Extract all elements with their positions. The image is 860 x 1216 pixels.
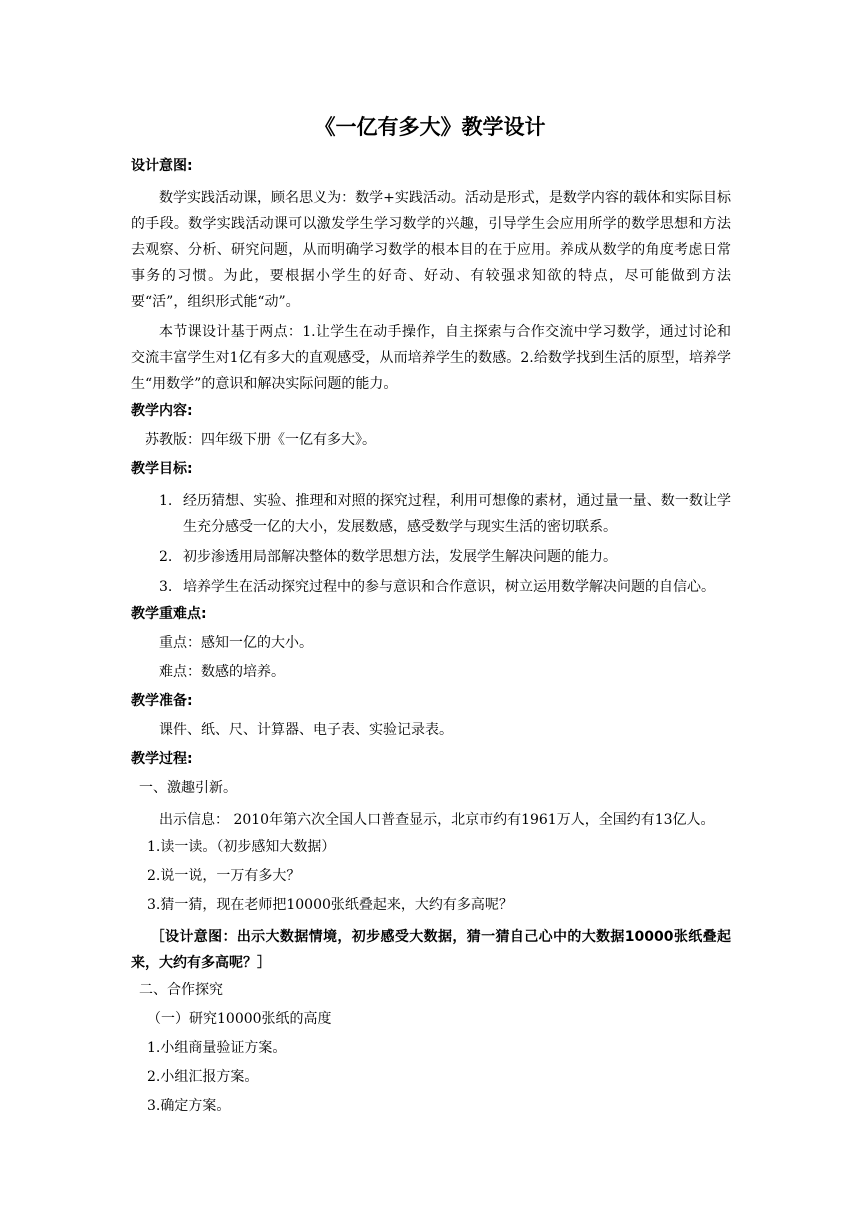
goals-heading: 教学目标: xyxy=(131,461,193,477)
goal-text: 经历猜想、实验、推理和对照的探究过程，利用可想像的素材，通过量一量、数一数让学生充分感受一亿的大小，发展数感，感受数学与现实生活的密切联系。 xyxy=(183,493,731,535)
content-text: 苏教版：四年级下册《一亿有多大》。 xyxy=(145,432,376,448)
goal-number: 1. xyxy=(159,493,173,509)
preparation-heading: 教学准备: xyxy=(131,693,193,709)
process-sub-step-2: 2.小组汇报方案。 xyxy=(147,1069,259,1085)
process-step-2: 2.说一说，一万有多大？ xyxy=(147,868,301,884)
goal-item-2 xyxy=(131,544,731,570)
key-points-heading: 教学重难点: xyxy=(131,606,207,622)
process-step-1: 1.读一读。（初步感知大数据） xyxy=(147,839,336,855)
goal-item-3 xyxy=(131,574,731,600)
goal-text: 培养学生在活动探究过程中的参与意识和合作意识，树立运用数学解决问题的自信心。 xyxy=(183,579,715,595)
document-body xyxy=(131,156,731,1125)
preparation-text: 课件、纸、尺、计算器、电子表、实验记录表。 xyxy=(159,722,453,738)
goal-number: 3. xyxy=(159,579,173,595)
process-sub-step-3: 3.确定方案。 xyxy=(147,1098,231,1114)
process-sub-1-title: （一）研究10000张纸的高度 xyxy=(147,1011,332,1027)
design-intent-note: ［设计意图：出示大数据情境，初步感受大数据，猜一猜自己心中的大数据10000张纸叠起来，大约有多高呢？］ xyxy=(131,929,731,971)
goal-item-1 xyxy=(131,488,731,540)
process-part-1-title: 一、激趣引新。 xyxy=(139,780,237,796)
goal-number: 2. xyxy=(159,549,173,565)
process-step-3: 3.猜一猜，现在老师把10000张纸叠起来，大约有多高呢？ xyxy=(147,897,513,913)
design-intent-heading: 设计意图: xyxy=(131,158,193,174)
content-heading: 教学内容: xyxy=(131,403,193,419)
process-sub-step-1: 1.小组商量验证方案。 xyxy=(147,1040,287,1056)
process-info-text: 出示信息： 2010年第六次全国人口普查显示，北京市约有1961万人，全国约有13亿人。 xyxy=(159,812,715,828)
goal-text: 初步渗透用局部解决整体的数学思想方法，发展学生解决问题的能力。 xyxy=(183,549,617,565)
key-point-text: 重点：感知一亿的大小。 xyxy=(159,635,313,651)
process-part-2-title: 二、合作探究 xyxy=(139,982,223,998)
difficulty-text: 难点：数感的培养。 xyxy=(159,664,285,680)
process-heading: 教学过程: xyxy=(131,751,193,767)
document-title: 《一亿有多大》教学设计 xyxy=(314,115,546,139)
design-intent-paragraph-1: 数学实践活动课，顾名思义为：数学+实践活动。活动是形式，是数学内容的载体和实际目标的手段。数学实践活动课可以激发学生学习数学的兴趣，引导学生会应用所学的数学思想和方法去观察、分析、研究问题，从而明确学习数学的根本目的在于应用。养成从数学的角度考虑日常事务的习惯。为此，要根据小学生的好奇、好动、有较强求知欲的特点，尽可能做到方法要“活”，组织形式能“动”。 xyxy=(131,190,731,310)
design-intent-paragraph-2: 本节课设计基于两点：1.让学生在动手操作，自主探索与合作交流中学习数学，通过讨论和交流丰富学生对1亿有多大的直观感受，从而培养学生的数感。2.给数学找到生活的原型，培养学生“用数学”的意识和解决实际问题的能力。 xyxy=(131,324,731,392)
